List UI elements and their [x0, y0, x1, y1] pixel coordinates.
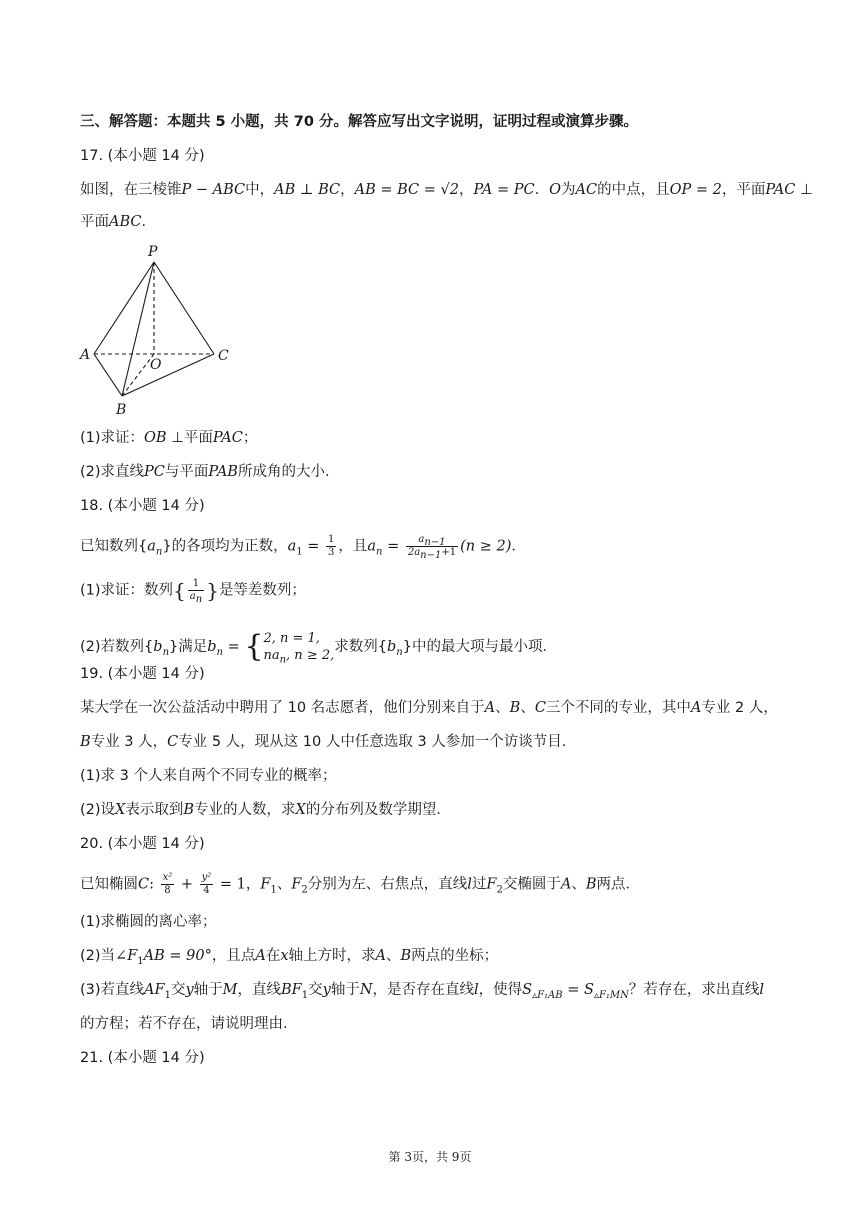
- q19-stem-line2: B专业 3 人，C专业 5 人，现从这 10 人中任意选取 3 人参加一个访谈节目．: [80, 734, 577, 750]
- q19-heading: 19. (本小题 14 分): [80, 666, 205, 682]
- page-footer: 第 3页，共 9页: [388, 1150, 472, 1164]
- q17-stem-line1: 如图，在三棱锥P − ABC中，AB ⊥ BC，AB = BC = √2，PA = PC．O为AC的中点，且OP = 2，平面PAC ⊥: [80, 182, 813, 198]
- q17-heading: 17. (本小题 14 分): [80, 148, 205, 164]
- q20-heading: 20. (本小题 14 分): [80, 836, 205, 852]
- q17-part2: (2)求直线PC与平面PAB所成角的大小．: [80, 464, 340, 480]
- q19-part2: (2)设X表示取到B专业的人数，求X的分布列及数学期望．: [80, 802, 451, 818]
- q20-part3: (3)若直线$AF_1$交y轴于M，直线$BF_1$交y轴于N，是否存在直线l，使得$S_{▵F_1AB} = S_{▵F_1MN}$？若存在，求出直线l: [80, 982, 765, 1001]
- label-B: B: [116, 402, 127, 418]
- section-header: 三、解答题：本题共 5 小题，共 70 分。解答应写出文字说明，证明过程或演算步骤。: [80, 114, 638, 130]
- label-A: A: [80, 347, 91, 363]
- q20-part2: (2)当$\angle F_1AB = 90^\circ$，且点A在x轴上方时，求A、B两点的坐标；: [80, 948, 499, 967]
- edge-PC: [154, 262, 214, 354]
- tetrahedron-figure: [76, 238, 246, 420]
- q19-part1: (1)求 3 个人来自两个不同专业的概率；: [80, 768, 337, 784]
- q17-part1: (1)求证：OB ⊥平面PAC；: [80, 430, 258, 446]
- q20-stem: 已知椭圆C: $\frac{\text{x²}}{8}$ + $\frac{\text{y²}}{4}$ = 1，$F_1$、$F_2$分别为左、右焦点，直线l过$F_2$交椭圆于A、B两点．: [80, 872, 640, 896]
- label-O: O: [150, 357, 162, 373]
- q19-stem-line1: 某大学在一次公益活动中聘用了 10 名志愿者，他们分别来自于A、B、C三个不同的专业，其中A专业 2 人，: [80, 700, 778, 716]
- q17-stem-line2: 平面ABC．: [80, 214, 156, 230]
- q18-heading: 18. (本小题 14 分): [80, 498, 205, 514]
- edge-BC: [122, 354, 214, 396]
- q21-heading: 21. (本小题 14 分): [80, 1050, 205, 1066]
- edge-PB: [122, 262, 154, 396]
- q20-part1: (1)求椭圆的离心率；: [80, 914, 217, 930]
- label-C: C: [218, 348, 229, 364]
- q18-part2: (2)若数列$\{b_n\}$满足$b_n$ = { 2, n = 1, $na_n$, n ≥ 2, 求数列$\{b_n\}$中的最大项与最小项．: [80, 629, 557, 666]
- edge-AB: [94, 354, 122, 396]
- q20-part3-cont: 的方程；若不存在，请说明理由．: [80, 1016, 298, 1032]
- q18-stem: 已知数列$\{a_n\}$的各项均为正数，$a_1$ = $\frac{1}{3}$ ，且$a_n$ = $\frac{a_{n-1}}{2a_{n-1}+1}$ (n ≥ 2)．: [80, 534, 526, 561]
- q18-part1: (1)求证：数列{ $\frac{1}{a_n}$ }是等差数列；: [80, 578, 306, 605]
- edge-PA: [94, 262, 154, 354]
- label-P: P: [148, 244, 158, 260]
